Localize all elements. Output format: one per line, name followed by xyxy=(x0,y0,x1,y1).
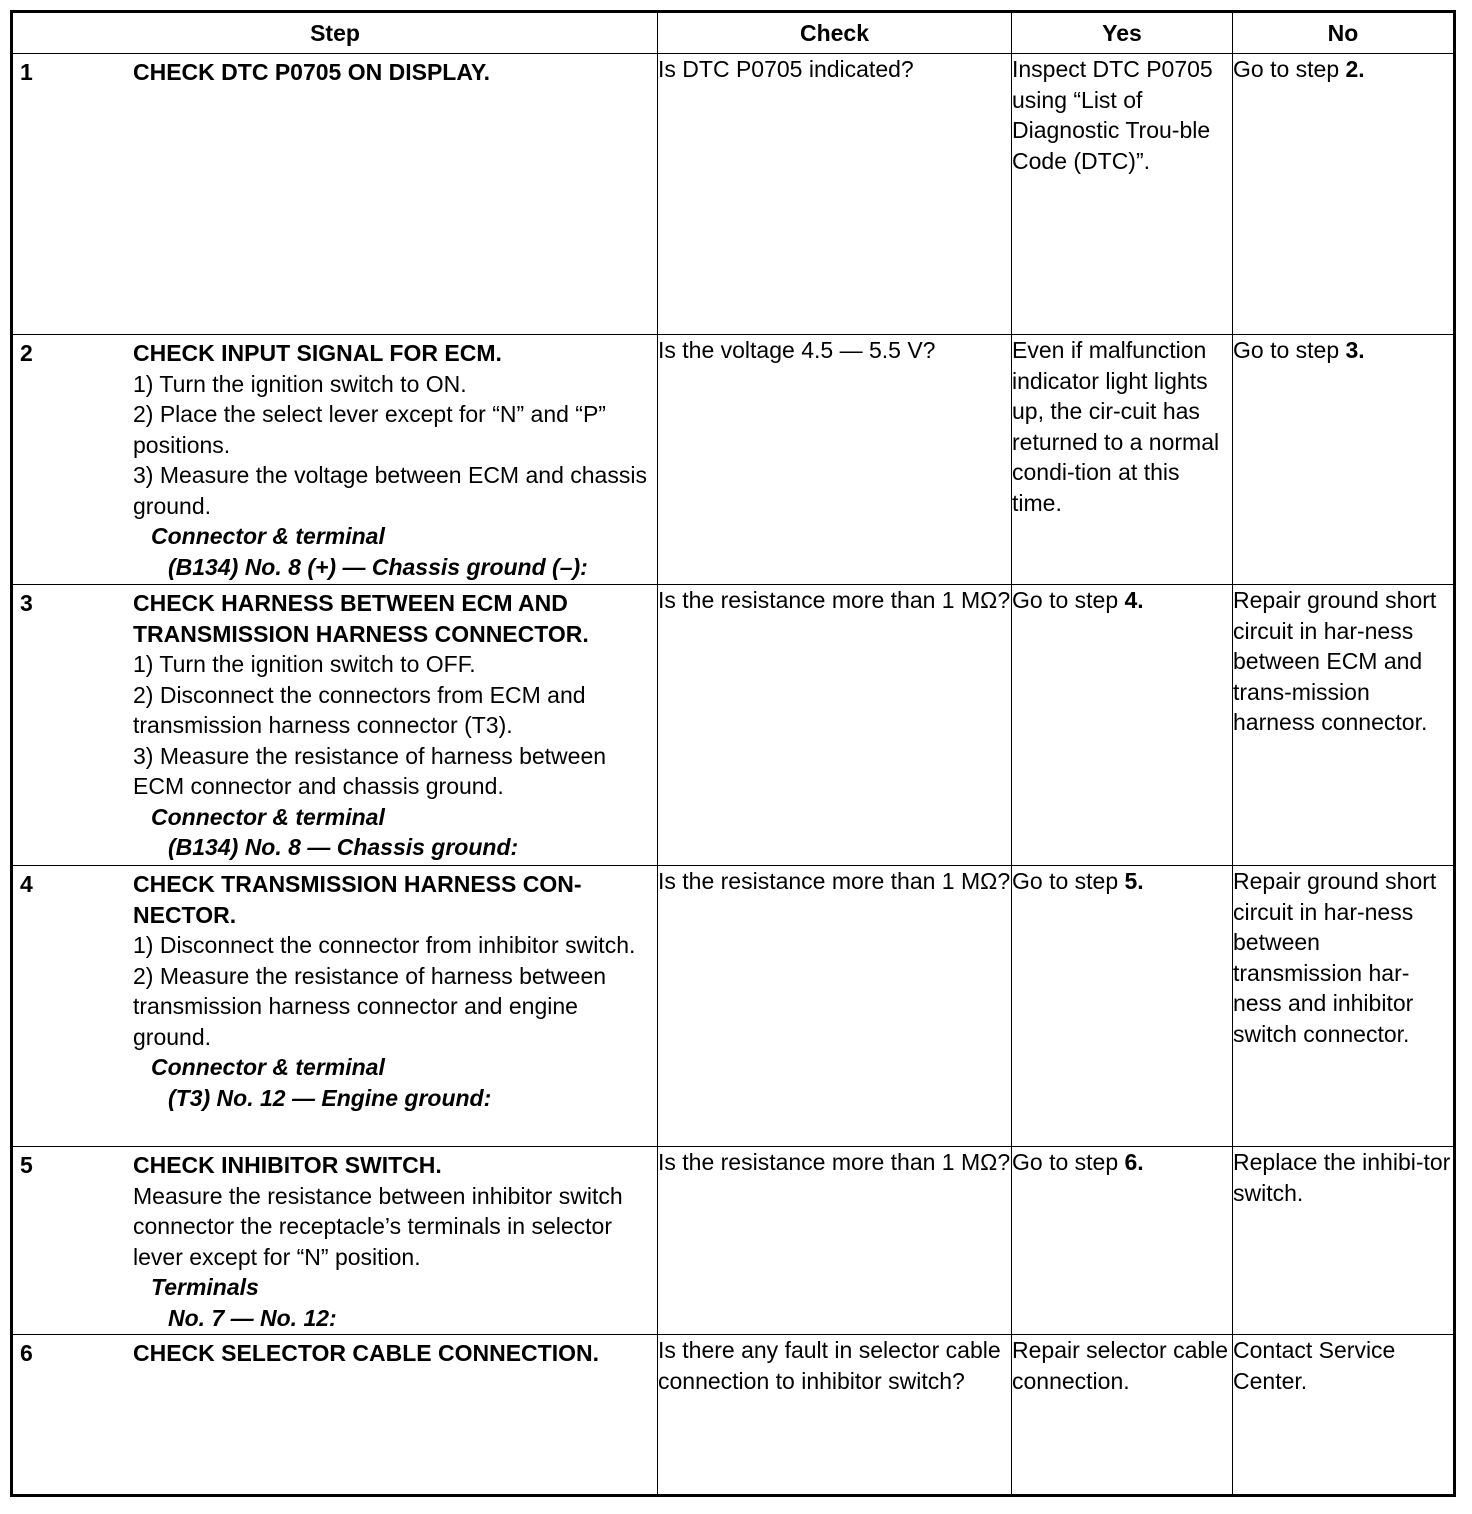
step-cell xyxy=(12,54,658,335)
step-number: 5 xyxy=(20,1152,33,1178)
check-cell: Is the resistance more than 1 MΩ? xyxy=(658,585,1012,866)
step-cell xyxy=(12,1335,658,1496)
header-step: Step xyxy=(12,12,658,54)
yes-cell: Even if malfunction indicator light lights up, the cir-cuit has returned to a normal condi-tion at this time. xyxy=(1012,335,1233,585)
step-number: 6 xyxy=(20,1340,33,1366)
check-cell: Is the resistance more than 1 MΩ? xyxy=(658,866,1012,1147)
yes-cell xyxy=(1012,585,1233,866)
connector-value: (B134) No. 8 — Chassis ground: xyxy=(168,834,519,860)
table-row xyxy=(12,585,1455,866)
step-body xyxy=(133,54,657,88)
table-row xyxy=(12,54,1455,335)
step-instruction: 2) Disconnect the connectors from ECM and transmission harness connector (T3). xyxy=(133,681,586,738)
connector-label: Terminals xyxy=(151,1274,259,1300)
step-number: 2 xyxy=(20,340,33,366)
step-instruction: 3) Measure the voltage between ECM and chassis ground. xyxy=(133,462,647,519)
step-body xyxy=(133,1335,657,1369)
no-goto-text: Go to step xyxy=(1233,337,1346,363)
yes-cell xyxy=(1012,866,1233,1147)
step-title: CHECK HARNESS BETWEEN ECM AND TRANSMISSION HARNESS CONNECTOR. xyxy=(133,590,589,647)
yes-cell xyxy=(1012,1147,1233,1335)
check-cell: Is the voltage 4.5 — 5.5 V? xyxy=(658,335,1012,585)
step-body xyxy=(133,866,657,1113)
step-title: CHECK INHIBITOR SWITCH. xyxy=(133,1152,442,1178)
yes-goto-text: Go to step xyxy=(1012,587,1125,613)
no-cell: Repair ground short circuit in har-ness between transmission har-ness and inhibitor switch connector. xyxy=(1233,866,1455,1147)
table-row xyxy=(12,1335,1455,1496)
check-cell: Is there any fault in selector cable connection to inhibitor switch? xyxy=(658,1335,1012,1496)
no-cell xyxy=(1233,335,1455,585)
yes-goto-text: Go to step xyxy=(1012,868,1125,894)
table-row xyxy=(12,866,1455,1147)
step-instruction: 2) Place the select lever except for “N” and “P” positions. xyxy=(133,401,606,458)
connector-label: Connector & terminal xyxy=(151,523,385,549)
yes-goto-text: Go to step xyxy=(1012,1149,1125,1175)
step-title: CHECK SELECTOR CABLE CONNECTION. xyxy=(133,1340,599,1366)
no-cell: Replace the inhibi-tor switch. xyxy=(1233,1147,1455,1335)
table-row xyxy=(12,335,1455,585)
step-instruction: Measure the resistance between inhibitor switch connector the receptacle’s terminals in selector lever except for “N” position. xyxy=(133,1182,623,1270)
connector-label: Connector & terminal xyxy=(151,1054,385,1080)
connector-value: (T3) No. 12 — Engine ground: xyxy=(168,1084,492,1111)
no-goto-text: Go to step xyxy=(1233,56,1346,82)
yes-goto-step: 6. xyxy=(1124,1149,1144,1175)
step-cell xyxy=(12,585,658,866)
step-instruction: 1) Turn the ignition switch to OFF. xyxy=(133,651,476,677)
step-number: 1 xyxy=(20,59,33,85)
no-cell xyxy=(1233,54,1455,335)
step-title: CHECK INPUT SIGNAL FOR ECM. xyxy=(133,340,502,366)
check-cell: Is DTC P0705 indicated? xyxy=(658,54,1012,335)
step-instruction: 3) Measure the resistance of harness between ECM connector and chassis ground. xyxy=(133,742,607,799)
diagnostic-table xyxy=(10,10,1456,1497)
no-cell: Repair ground short circuit in har-ness between ECM and trans-mission harness connector. xyxy=(1233,585,1455,866)
step-cell xyxy=(12,866,658,1147)
no-goto-step: 3. xyxy=(1345,337,1365,363)
step-cell xyxy=(12,1147,658,1335)
yes-goto-step: 5. xyxy=(1124,868,1144,894)
header-no: No xyxy=(1233,12,1455,54)
connector-label: Connector & terminal xyxy=(151,803,385,830)
step-number: 3 xyxy=(20,590,33,616)
connector-value: No. 7 — No. 12: xyxy=(168,1304,337,1331)
no-cell: Contact Service Center. xyxy=(1233,1335,1455,1496)
header-yes: Yes xyxy=(1012,12,1233,54)
step-body xyxy=(133,585,657,863)
no-goto-step: 2. xyxy=(1345,56,1365,82)
step-instruction: 2) Measure the resistance of harness between transmission harness connector and engine ground. xyxy=(133,962,607,1050)
step-body xyxy=(133,1147,657,1333)
step-cell xyxy=(12,335,658,585)
step-title: CHECK DTC P0705 ON DISPLAY. xyxy=(133,59,491,85)
yes-cell: Repair selector cable connection. xyxy=(1012,1335,1233,1496)
step-instruction: 1) Disconnect the connector from inhibitor switch. xyxy=(133,932,636,958)
header-row xyxy=(12,12,1455,54)
step-body xyxy=(133,335,657,582)
yes-goto-step: 4. xyxy=(1124,587,1144,613)
connector-value: (B134) No. 8 (+) — Chassis ground (–): xyxy=(168,553,588,580)
yes-cell: Inspect DTC P0705 using “List of Diagnostic Trou-ble Code (DTC)”. xyxy=(1012,54,1233,335)
step-number: 4 xyxy=(20,871,33,897)
header-check: Check xyxy=(658,12,1012,54)
step-title: CHECK TRANSMISSION HARNESS CON-NECTOR. xyxy=(133,871,582,928)
check-cell: Is the resistance more than 1 MΩ? xyxy=(658,1147,1012,1335)
step-instruction: 1) Turn the ignition switch to ON. xyxy=(133,370,467,397)
table-row xyxy=(12,1147,1455,1335)
